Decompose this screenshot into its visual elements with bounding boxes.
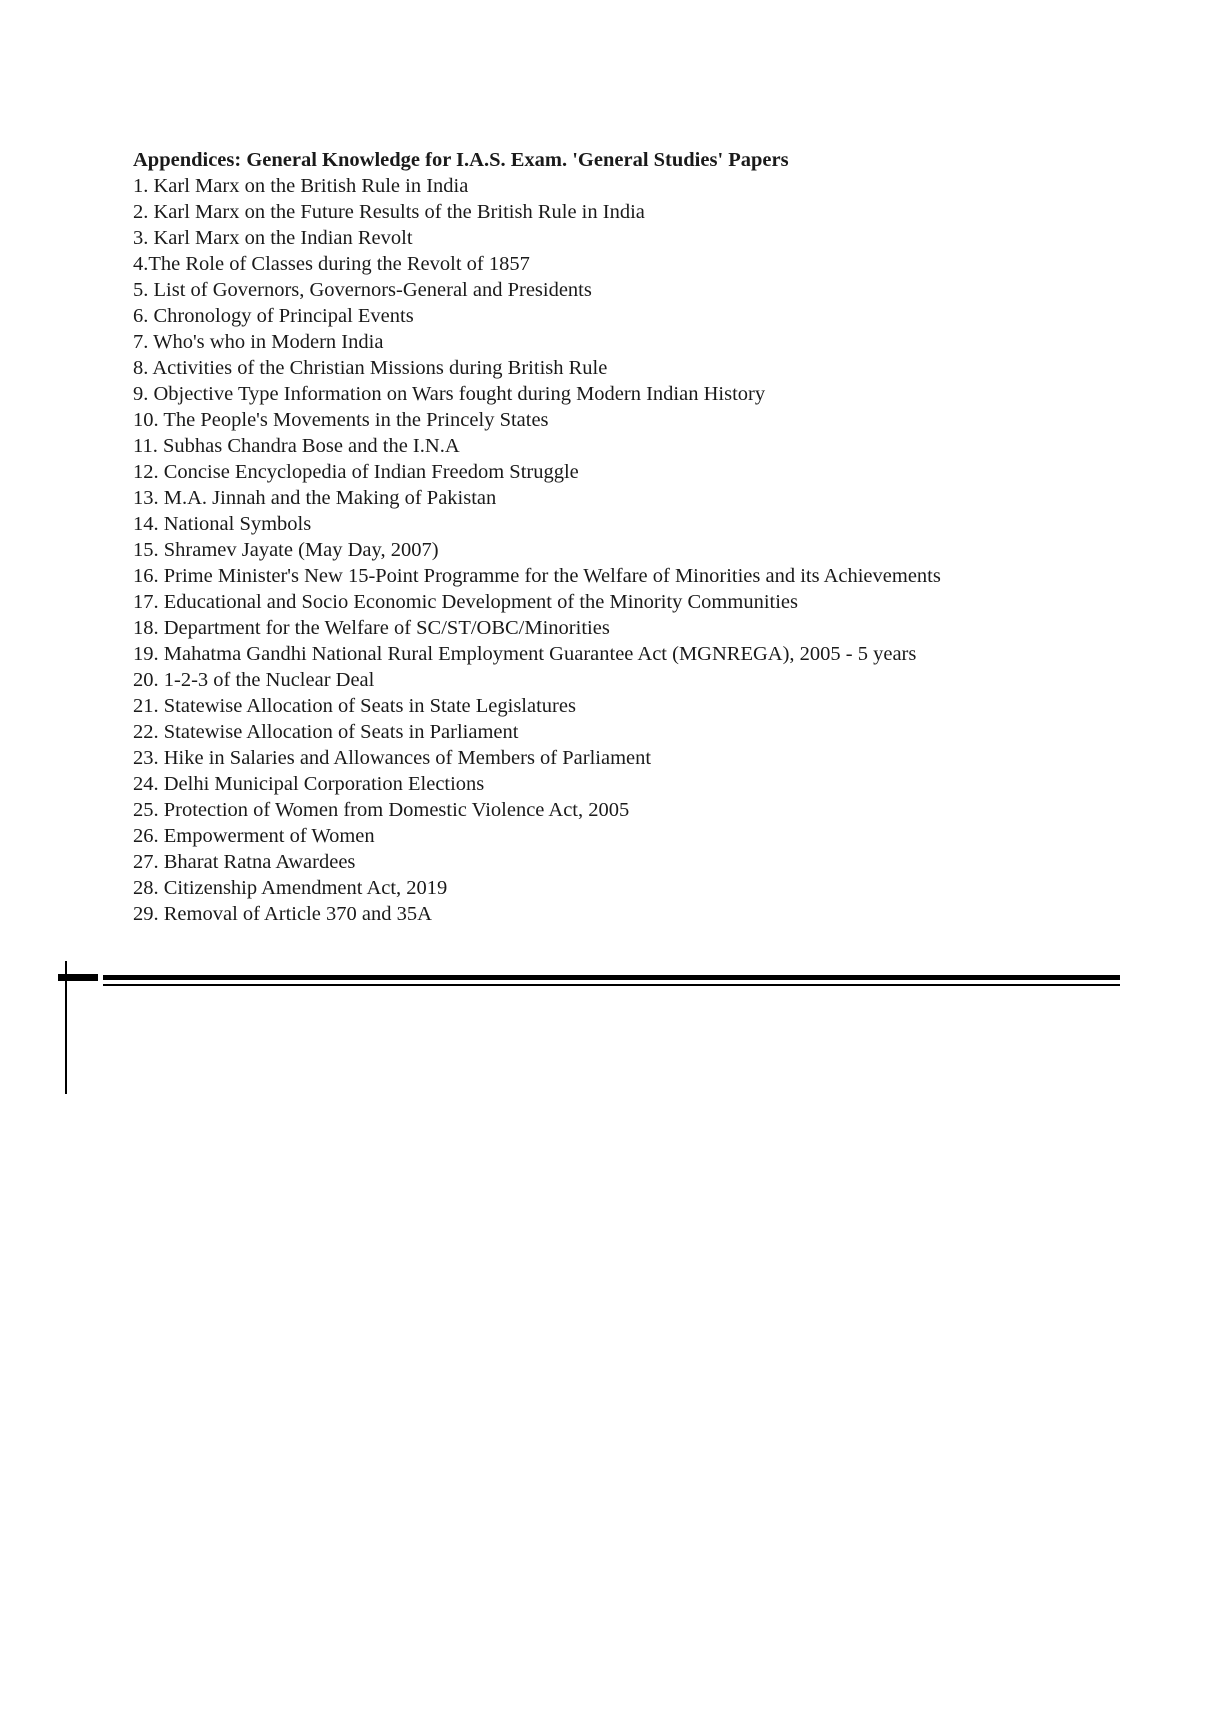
list-item: 8. Activities of the Christian Missions during British Rule [133, 357, 608, 379]
appendices-section [133, 147, 1133, 927]
list-item: 14. National Symbols [133, 513, 312, 535]
page-corner-horizontal-mark [58, 974, 98, 981]
list-item: 10. The People's Movements in the Princely States [133, 409, 549, 431]
list-item: 21. Statewise Allocation of Seats in State Legislatures [133, 695, 576, 717]
list-item: 26. Empowerment of Women [133, 825, 375, 847]
list-item: 28. Citizenship Amendment Act, 2019 [133, 877, 448, 899]
list-item: 12. Concise Encyclopedia of Indian Freedom Struggle [133, 461, 579, 483]
list-item: 24. Delhi Municipal Corporation Elections [133, 773, 485, 795]
list-item: 7. Who's who in Modern India [133, 331, 384, 353]
list-item: 17. Educational and Socio Economic Development of the Minority Communities [133, 591, 798, 613]
appendix-list [133, 173, 1133, 927]
list-item: 16. Prime Minister's New 15-Point Programme for the Welfare of Minorities and its Achievements [133, 565, 941, 587]
list-item: 22. Statewise Allocation of Seats in Parliament [133, 721, 519, 743]
list-item: 1. Karl Marx on the British Rule in India [133, 175, 469, 197]
list-item: 25. Protection of Women from Domestic Violence Act, 2005 [133, 799, 630, 821]
list-item: 23. Hike in Salaries and Allowances of Members of Parliament [133, 747, 652, 769]
list-item: 11. Subhas Chandra Bose and the I.N.A [133, 435, 460, 457]
list-item: 18. Department for the Welfare of SC/ST/OBC/Minorities [133, 617, 610, 639]
list-item: 2. Karl Marx on the Future Results of the British Rule in India [133, 201, 645, 223]
list-item: 27. Bharat Ratna Awardees [133, 851, 356, 873]
page-title: Appendices: General Knowledge for I.A.S. Exam. 'General Studies' Papers [133, 149, 789, 171]
footer-divider-thick [103, 975, 1120, 980]
list-item: 20. 1-2-3 of the Nuclear Deal [133, 669, 375, 691]
footer-divider-thin [103, 984, 1120, 986]
list-item: 15. Shramev Jayate (May Day, 2007) [133, 539, 439, 561]
list-item: 19. Mahatma Gandhi National Rural Employment Guarantee Act (MGNREGA), 2005 - 5 years [133, 643, 917, 665]
list-item: 5. List of Governors, Governors-General and Presidents [133, 279, 592, 301]
list-item: 3. Karl Marx on the Indian Revolt [133, 227, 413, 249]
list-item: 4.The Role of Classes during the Revolt of 1857 [133, 253, 530, 275]
list-item: 29. Removal of Article 370 and 35A [133, 903, 432, 925]
list-item: 9. Objective Type Information on Wars fought during Modern Indian History [133, 383, 766, 405]
list-item: 13. M.A. Jinnah and the Making of Pakistan [133, 487, 497, 509]
list-item: 6. Chronology of Principal Events [133, 305, 414, 327]
